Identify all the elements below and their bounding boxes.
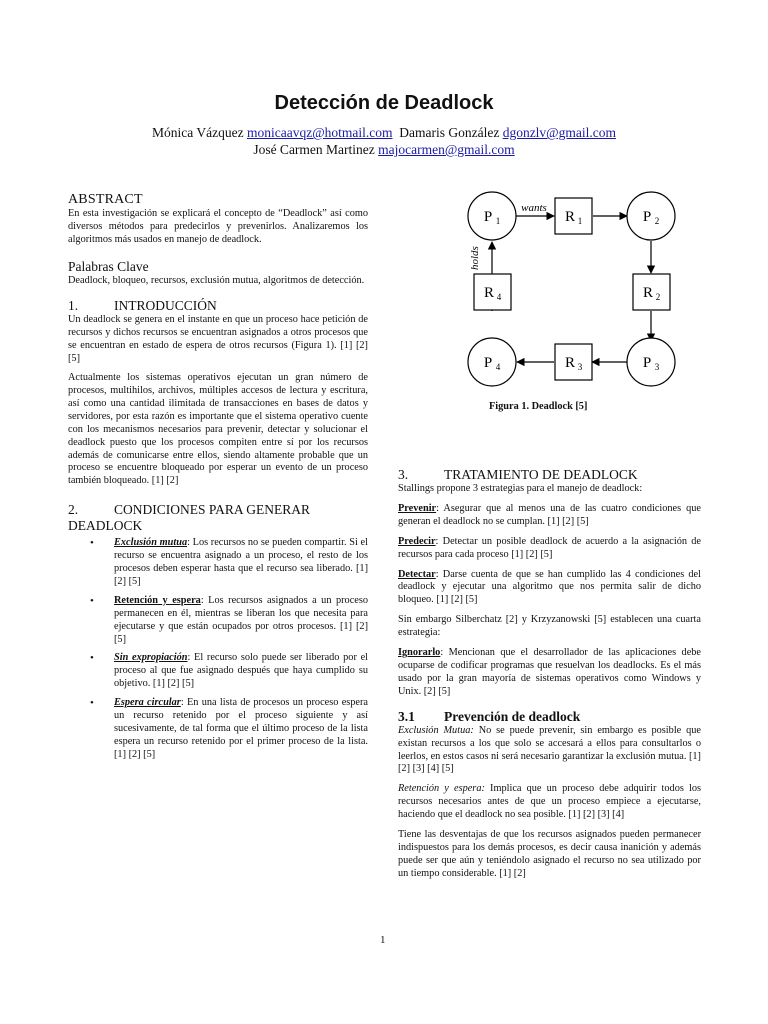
process-p3-node [627, 338, 675, 386]
figure-caption: Figura 1. Deadlock [5] [489, 401, 588, 412]
svg-text:P: P [483, 209, 493, 225]
resource-r2-node [633, 274, 670, 310]
strategy-detectar [398, 569, 701, 608]
resource-r1-node [555, 198, 592, 234]
svg-text:R: R [564, 209, 576, 225]
list-item [68, 537, 368, 589]
keywords-text: Deadlock, bloqueo, recursos, exclusión mutua, algoritmos de detección. [68, 274, 365, 286]
condition-text: : El recurso solo puede ser liberado por el proceso al que fue asignado después que haya cumplido su objetivo. [1] [2] [5] [114, 652, 369, 690]
right-column [398, 467, 701, 881]
author-2-name: Damaris González [399, 125, 500, 140]
holds-label: holds [469, 246, 481, 270]
section-1-paragraph-2: Actualmente los sistemas operativos ejecutan un gran número de procesos, multihilos, archivos, múltiples accesos de lectura y escritura, así como una cantidad ilimitada de transacciones en bases de datos y servidores, por esta razón es importante que el sistema operativo cuente con los mecanismos necesarios para prevenir, detectar y solucionar el deadlock puesto que los procesos compiten entre sí por los recursos además de comunicarse entre ellos, siendo altamente probable que un proceso se encuentre bloqueado por esperar un evento de un proceso también bloqueado. [1] [2] [68, 372, 368, 487]
list-item [68, 697, 368, 762]
prevention-term: Exclusión Mutua: [398, 724, 474, 736]
resource-r3-node [555, 344, 592, 380]
strategy-text: : Mencionan que el desarrollador de las aplicaciones debe ocuparse de codificar programas que resuelvan los deadlocks. Es el más usado por la gran mayoría de sistemas operativos como Windows y Unix. [2] [5] [398, 647, 701, 697]
strategy-text: : Asegurar que al menos una de las cuatro condiciones que generan el deadlock no se cumplan. [1] [2] [5] [398, 502, 701, 527]
author-3-email-link[interactable]: majocarmen@gmail.com [378, 142, 515, 157]
section-3-1-number: 3.1 [398, 708, 415, 724]
strategy-term: Predecir [398, 535, 436, 547]
svg-text:1: 1 [577, 216, 583, 226]
condition-text: : Los recursos no se pueden compartir. Si el recurso se encuentra asignado a un proceso, el resto de los procesos deben esperar hasta que el recurso sea liberado. [1] [2] [5] [114, 537, 368, 587]
author-3-name: José Carmen Martinez [253, 142, 375, 157]
strategy-term: Ignorarlo [398, 647, 441, 659]
authors-line-2 [0, 141, 768, 158]
strategy-term: Detectar [398, 568, 436, 580]
svg-text:R: R [642, 285, 654, 301]
svg-text:4: 4 [495, 362, 501, 372]
conditions-list [68, 537, 368, 762]
condition-term: Retención y espera [114, 594, 201, 606]
svg-text:R: R [483, 285, 495, 301]
strategy-term: Prevenir [398, 502, 437, 514]
strategy-text: : Detectar un posible deadlock de acuerdo a la asignación de recursos para cada proceso [1] [2] [5] [398, 535, 701, 560]
section-2-number: 2. [68, 502, 79, 518]
author-2-email-link[interactable]: dgonzlv@gmail.com [502, 125, 616, 140]
section-3-1-heading [398, 709, 701, 725]
strategy-prevenir [398, 503, 701, 529]
page-number: 1 [380, 934, 386, 946]
condition-term: Exclusión mutua [114, 537, 188, 549]
svg-text:P: P [642, 209, 652, 225]
section-1-heading [68, 298, 368, 314]
section-1-title: INTRODUCCIÓN [114, 298, 217, 314]
section-3-intro: Stallings propone 3 estrategias para el manejo de deadlock: [398, 483, 643, 494]
abstract-heading: ABSTRACT [68, 192, 143, 207]
author-1-email-link[interactable]: monicaavqz@hotmail.com [246, 125, 393, 140]
section-3-number: 3. [398, 467, 409, 482]
deadlock-diagram [455, 188, 715, 388]
paper-title: Detección de Deadlock [274, 92, 494, 114]
section-3-heading [398, 467, 701, 483]
authors-line-1 [0, 124, 768, 141]
svg-text:2: 2 [655, 292, 661, 302]
svg-text:P: P [642, 355, 652, 371]
section-2-heading [68, 502, 368, 534]
process-p4-node [468, 338, 516, 386]
wants-label: wants [521, 202, 547, 214]
svg-text:R: R [564, 355, 576, 371]
strategy-predecir [398, 536, 701, 562]
section-3-cuarta: Sin embargo Silberchatz [2] y Krzyzanowski [5] establecen una cuarta estrategia: [398, 614, 701, 639]
prevention-exclusion [398, 725, 701, 777]
svg-text:4: 4 [496, 292, 502, 302]
section-3-1-title: Prevención de deadlock [444, 708, 581, 724]
prevention-text: No se puede prevenir, sin embargo es posible que existan recursos a los que solo se accesará a ellos para consultarlos o leerlos, en estos casos ni será necesario garantizar la exclusión mutua. [1] [2] [3] [4] [5] [398, 724, 701, 775]
svg-text:1: 1 [495, 216, 501, 226]
prevention-text: Implica que un proceso debe adquirir todos los recursos necesarios antes de que un proceso empiece a ejecutarse, haciendo que el deadlock no sea posible. [1] [2] [3] [4] [398, 783, 701, 821]
list-item [68, 595, 368, 647]
svg-text:3: 3 [654, 362, 660, 372]
strategy-ignorarlo [398, 647, 701, 699]
section-1-number: 1. [68, 298, 79, 314]
svg-text:P: P [483, 355, 493, 371]
list-item [68, 652, 368, 691]
strategy-text: : Darse cuenta de que se han cumplido las 4 condiciones del deadlock y ejecutar una algoritmo que nos permita salir de dicho bloqueo. [1] [2] [5] [398, 568, 701, 606]
condition-text: : En una lista de procesos un proceso espera un recurso retenido por el proceso siguiente y así sucesivamente, de tal forma que el último proceso de la lista espera un recurso retenido por el primer proceso de la lista. [1] [2] [5] [114, 697, 368, 760]
bullet-icon: • [90, 697, 94, 710]
section-1-paragraph-1: Un deadlock se genera en el instante en que un proceso hace petición de recursos y dichos recursos se encuentran asignados a otros procesos que se encuentran en estado de espera de otros recursos (Figura 1). [1] [2] [5] [68, 314, 368, 365]
left-column [68, 194, 368, 768]
keywords-heading: Palabras Clave [68, 258, 149, 274]
resource-r4-node [474, 274, 511, 310]
abstract-text: En esta investigación se explicará el concepto de “Deadlock” así como diversos métodos para predecirlos y prevenirlos. Analizaremos los algoritmos más usados en manejo de deadlock. [68, 207, 368, 245]
prevention-term: Retención y espera: [398, 783, 485, 795]
bullet-icon: • [90, 594, 94, 607]
condition-text: : Los recursos asignados a un proceso permanecen en él, mientras se liberan los que necesita para ejecutarse y que están ocupados por otros procesos. [1] [2] [5] [114, 594, 368, 645]
prevention-disadvantages: Tiene las desventajas de que los recursos asignados pueden permanecer indispuestos para los demás procesos, es decir causa inanición y además puede ser que aún y teniéndolo asignado el recurso no sea utilizado por un tiempo considerable. [1] [2] [398, 829, 701, 879]
prevention-retention [398, 783, 701, 822]
section-2-title-line-1: CONDICIONES PARA GENERAR [114, 502, 311, 518]
svg-text:2: 2 [654, 216, 660, 226]
authors-block [0, 124, 768, 158]
author-1-name: Mónica Vázquez [152, 125, 244, 140]
condition-term: Espera circular [114, 697, 181, 709]
bullet-icon: • [90, 537, 94, 550]
figure-deadlock [455, 188, 715, 420]
bullet-icon: • [90, 652, 94, 665]
section-2-title-line-2: DEADLOCK [68, 518, 143, 534]
condition-term: Sin expropiación [114, 652, 188, 664]
process-p1-node [468, 192, 516, 240]
process-p2-node [627, 192, 675, 240]
section-3-title: TRATAMIENTO DE DEADLOCK [444, 467, 638, 482]
svg-text:3: 3 [577, 362, 583, 372]
